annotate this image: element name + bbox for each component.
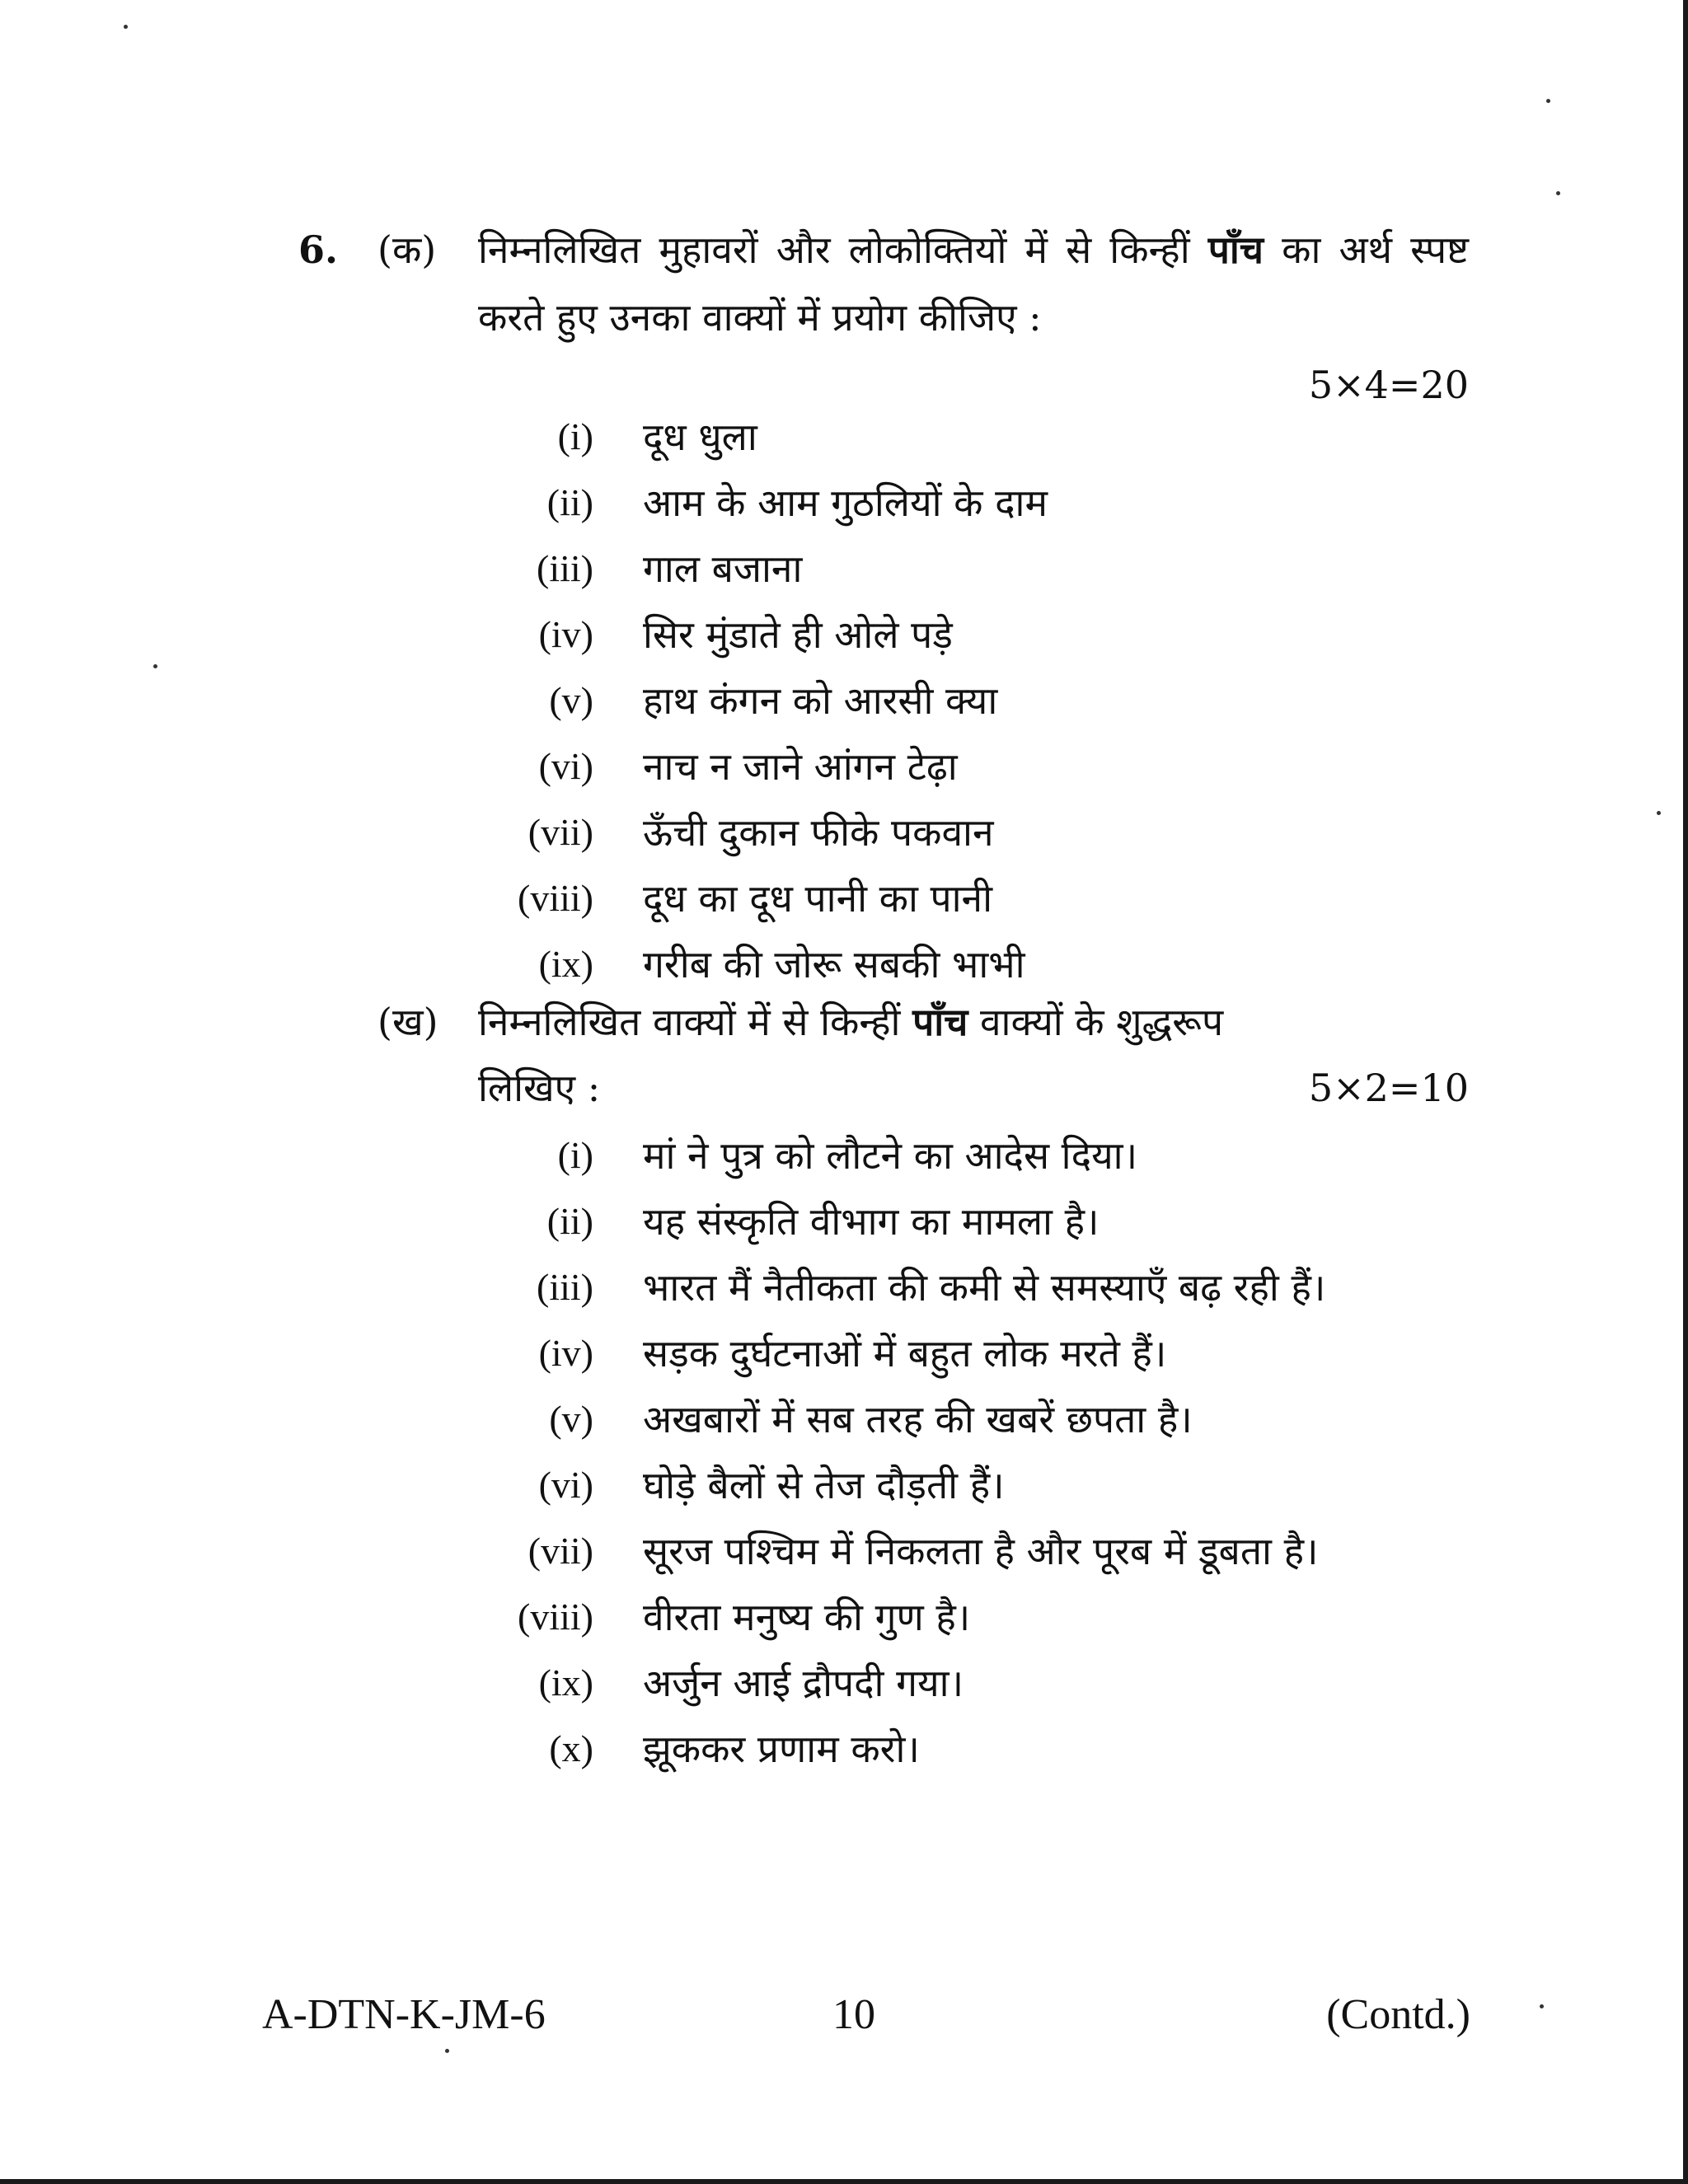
item-text: ऊँची दुकान फीके पकवान [643, 810, 994, 855]
question-6-part-a-heading [298, 216, 1469, 419]
item-text: सिर मुंडाते ही ओले पड़े [643, 612, 953, 657]
part-b-instruction [478, 989, 1469, 1055]
item-number: (ii) [546, 481, 593, 523]
list-item [462, 404, 1469, 470]
item-text: यह संस्कृति वीभाग का मामला है। [643, 1199, 1100, 1244]
item-number: (ix) [538, 943, 593, 985]
page-number: 10 [832, 1991, 875, 2038]
scan-speck [1540, 2004, 1544, 2008]
item-text: सड़क दुर्घटनाओं में बहुत लोक मरते हैं। [643, 1331, 1167, 1376]
part-b-text-before: निम्नलिखित वाक्यों में से किन्हीं [478, 1000, 913, 1044]
item-number: (iv) [538, 1332, 593, 1374]
list-item [462, 733, 1469, 799]
list-item [462, 1320, 1469, 1386]
list-item [462, 1122, 1469, 1188]
list-item [462, 1584, 1469, 1650]
part-a-marks: 5×4=20 [1308, 363, 1469, 407]
item-text: हाथ कंगन को आरसी क्या [643, 678, 998, 723]
part-b-item-list [462, 1122, 1469, 1782]
list-item [462, 931, 1469, 997]
scan-speck [1556, 191, 1560, 195]
part-b-text-bold: पाँच [912, 1000, 968, 1044]
page-footer [262, 1990, 1470, 2048]
item-number: (i) [557, 415, 593, 457]
part-b-marks: 5×2=10 [1308, 1066, 1469, 1110]
list-item [462, 668, 1469, 733]
item-text: अखबारों में सब तरह की खबरें छपता है। [643, 1397, 1193, 1441]
item-number: (iii) [537, 1266, 593, 1308]
item-text: दूध धुला [643, 415, 757, 459]
part-b-label: (ख) [377, 1000, 438, 1044]
item-text: दूध का दूध पानी का पानी [643, 876, 992, 921]
item-number: (v) [549, 1398, 593, 1440]
list-item [462, 799, 1469, 865]
item-text: मां ने पुत्र को लौटने का आदेस दिया। [643, 1133, 1138, 1178]
item-number: (ix) [538, 1661, 593, 1704]
part-a-text-before: निम्नलिखित मुहावरों और लोकोक्तियों में से किन्हीं [478, 227, 1208, 272]
item-text: नाच न जाने आंगन टेढ़ा [643, 744, 958, 789]
item-text: घोड़े बैलों से तेज दौड़ती हैं। [643, 1463, 1005, 1507]
scan-speck [445, 2049, 449, 2053]
item-number: (vii) [528, 1530, 593, 1572]
item-number: (iii) [537, 547, 593, 589]
scan-bottom-edge [0, 2179, 1688, 2184]
scan-speck [153, 664, 157, 668]
part-a-text-bold: पाँच [1207, 227, 1264, 272]
list-item [462, 1188, 1469, 1254]
part-a-label: (क) [377, 227, 437, 272]
item-text: झूककर प्रणाम करो। [643, 1727, 920, 1771]
continued-label: (Contd.) [1326, 1991, 1470, 2038]
question-number: 6. [298, 227, 339, 272]
scan-right-edge [1683, 0, 1688, 2184]
item-text: गरीब की जोरू सबकी भाभी [643, 942, 1025, 987]
item-text: अर्जुन आई द्रौपदी गया। [643, 1661, 964, 1705]
list-item [462, 602, 1469, 668]
part-a-item-list [462, 404, 1469, 997]
item-number: (i) [557, 1134, 593, 1176]
list-item [462, 1650, 1469, 1716]
item-number: (v) [549, 679, 593, 721]
part-a-text-after: का अर्थ स्पष्ट करते हुए उनका वाक्यों में प्रयोग कीजिए : [478, 227, 1469, 340]
part-b-text-line2: लिखिए : [478, 1066, 601, 1110]
item-number: (viii) [518, 1596, 593, 1638]
list-item [462, 1716, 1469, 1782]
item-number: (vi) [538, 745, 593, 787]
paper-code: A-DTN-K-JM-6 [262, 1991, 546, 2038]
scan-speck [1657, 811, 1661, 815]
list-item [462, 1452, 1469, 1518]
item-text: सूरज पश्चिम में निकलता है और पूरब में डूबता है। [643, 1529, 1319, 1573]
scan-speck [124, 25, 128, 29]
item-number: (vii) [528, 811, 593, 853]
part-b-text-after: वाक्यों के शुद्धरूप [968, 1000, 1224, 1044]
item-text: गाल बजाना [643, 546, 803, 591]
list-item [462, 470, 1469, 536]
part-b-instruction-line2 [478, 1055, 1469, 1121]
list-item [462, 1254, 1469, 1320]
item-number: (viii) [518, 877, 593, 919]
item-number: (vi) [538, 1464, 593, 1506]
item-text: भारत मैं नैतीकता की कमी से समस्याएँ बढ़ रही हैं। [643, 1265, 1326, 1310]
item-number: (x) [549, 1727, 593, 1769]
item-text: वीरता मनुष्य की गुण है। [643, 1595, 971, 1639]
list-item [462, 865, 1469, 931]
item-number: (ii) [546, 1200, 593, 1242]
scan-speck [1546, 99, 1550, 103]
list-item [462, 1518, 1469, 1584]
item-text: आम के आम गुठलियों के दाम [643, 480, 1048, 525]
item-number: (iv) [538, 613, 593, 655]
question-6-part-b-heading [377, 989, 1469, 1121]
part-a-instruction [478, 216, 1469, 351]
list-item [462, 1386, 1469, 1452]
list-item [462, 536, 1469, 602]
